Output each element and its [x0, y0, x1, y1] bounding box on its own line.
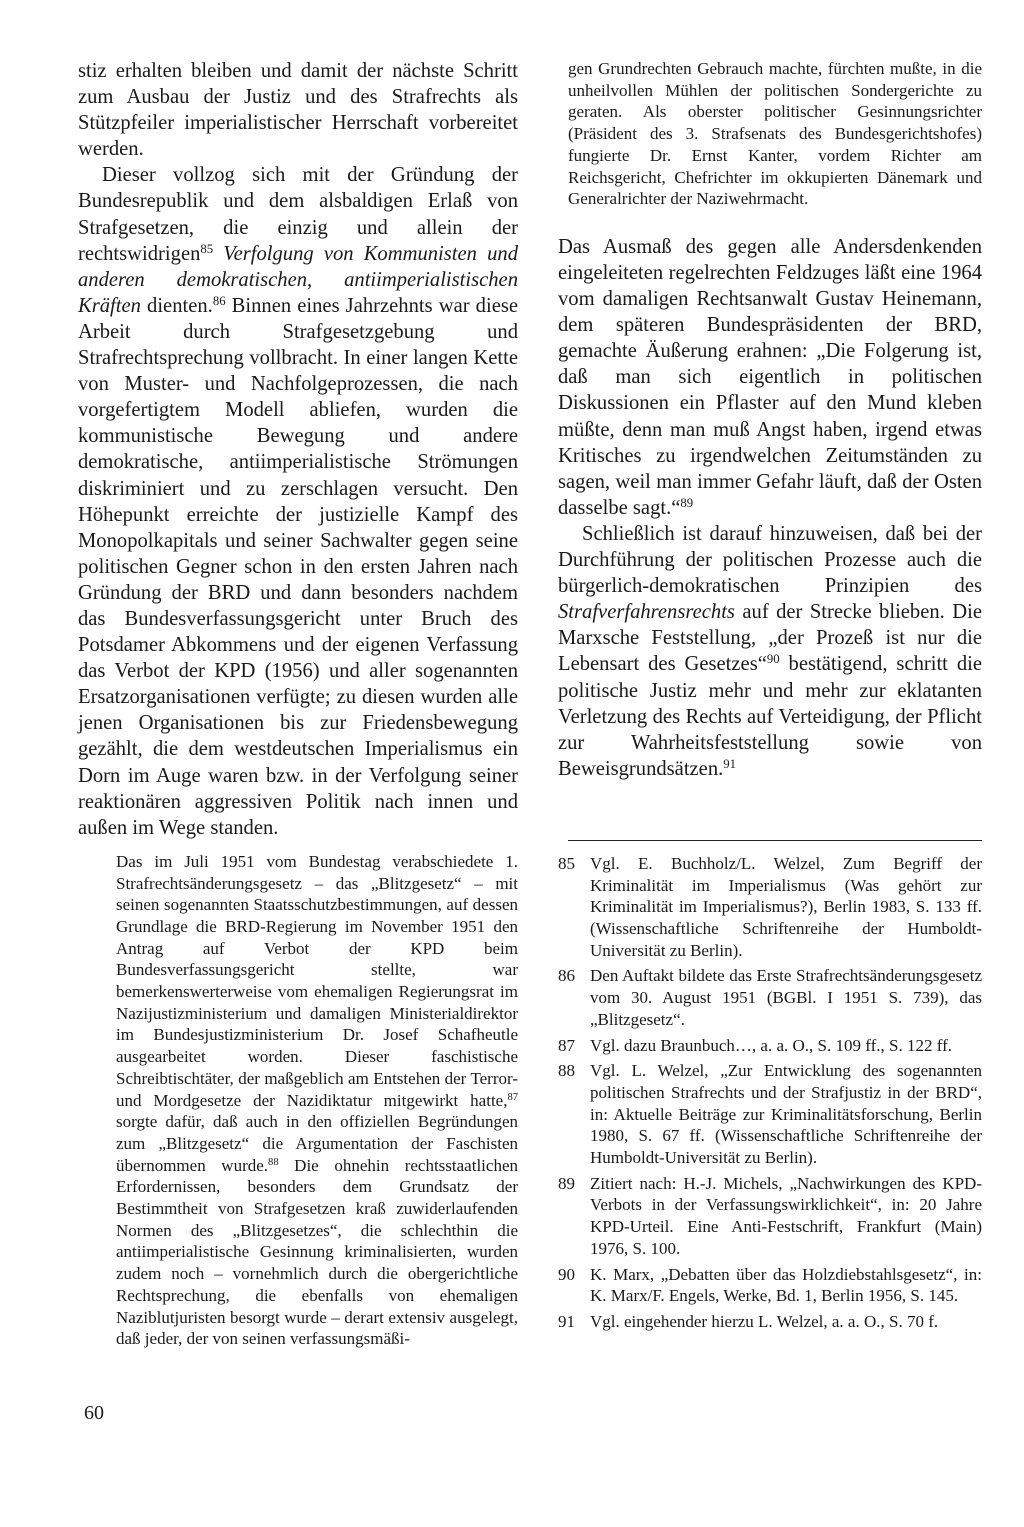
text-run: Binnen eines Jahrzehnts war diese Arbeit durch Strafgesetzgebung und Strafrechtsprechung vollbracht. In einer langen Kette von Muster- und Nachfolgeprozessen, die nach vorgefertigtem Modell abliefen, wurden die kommunistische Bewegung und andere demokratische, antiimperialistische Strömungen diskriminiert und zu zerschlagen versucht. Den Höhepunkt erreichte der justizielle Kampf des Monopolkapitals und seiner Sachwalter gegen seine politischen Gegner schon in den ersten Jahren nach Gründung der BRD und dann besonders nachdem das Bundesverfassungsgericht unter Bruch des Potsdamer Abkommens und der eigenen Verfassung das Verbot der KPD (1956) und aller sogenannten Ersatzorganisationen verfügte; zu diesen wurden alle jenen Organisationen bis zur Friedensbewegung gezählt, die dem westdeutschen Imperialismus ein Dorn im Auge waren bzw. in der Verfolgung seiner reaktionären aggressiven Politik nach innen und außen im Wege standen. [78, 294, 518, 839]
footnote-number: 89 [558, 1173, 575, 1193]
italic-emphasis: Strafverfahrensrechts [558, 601, 735, 624]
footnote [558, 1035, 982, 1057]
footnote [558, 1311, 982, 1333]
right-paragraph-2 [558, 521, 982, 782]
footnote-number: 91 [558, 1311, 575, 1331]
footnote-divider [568, 840, 982, 841]
footnote-reference: 89 [680, 495, 694, 510]
footnote-reference: 87 [507, 1091, 518, 1103]
footnote-text: Vgl. E. Buchholz/L. Welzel, Zum Begriff der Kriminalität im Imperialismus (Was gehört zur Kriminalität im Imperialismus?), Berlin 1983, S. 133 ff. (Wissenschaftliche Schriftenreihe der Humboldt-Universität zu Berlin). [590, 853, 982, 960]
footnote-text: Vgl. eingehender hierzu L. Welzel, a. a. O., S. 70 f. [590, 1311, 939, 1331]
footnote [558, 853, 982, 962]
footnote-number: 87 [558, 1035, 575, 1055]
page-number: 60 [84, 1402, 104, 1424]
footnote-text: Zitiert nach: H.-J. Michels, „Nachwirkungen des KPD-Verbots in der Verfassungswirklichkeit“, in: 20 Jahre KPD-Urteil. Eine Anti-Festschrift, Frankfurt (Main) 1976, S. 100. [590, 1173, 982, 1258]
text-run: Das im Juli 1951 vom Bundestag verabschiedete 1. Strafrechtsänderungsgesetz – das „Blitzgesetz“ – mit seinen sogenannten Staatsschutzbestimmungen, auf dessen Grundlage die BRD-Regierung im November 1951 den Antrag auf Verbot der KPD beim Bundesverfassungsgericht stellte, war bemerkenswerterweise vom ehemaligen Regierungsrat im Nazijustizministerium und damaligen Ministerialdirektor im Bundesjustizministerium Dr. Josef Schafheutle ausgearbeitet worden. Dieser faschistische Schreibtischtäter, der maßgeblich am Entstehen der Terror- und Mordgesetze der Nazidiktatur mitgewirkt hatte, [116, 851, 518, 1110]
italic-emphasis: Verfolgung von Kommunisten und anderen demokratischen, antiimperialistischen Kräften [78, 242, 518, 317]
text-run: stiz erhalten bleiben und damit der nächste Schritt zum Ausbau der Justiz und des Strafrechts als Stützpfeiler imperialistischer Herrschaft vorbereitet werden. [78, 60, 518, 161]
footnote-text: Vgl. L. Welzel, „Zur Entwicklung des sogenannten politischen Strafrechts und der Strafjustiz in der BRD“, in: Aktuelle Beiträge zur Kriminalitätsforschung, Berlin 1980, S. 67 ff. (Wissenschaftliche Schriftenreihe der Humboldt-Universität zu Berlin). [590, 1061, 982, 1168]
left-inset-excursus [116, 851, 518, 1350]
text-run: bestätigend, schritt die politische Justiz mehr und mehr zur eklatanten Verletzung des Rechts auf Verteidigung, der Pflicht zur Wahrheitsfeststellung sowie von Beweisgrundsätzen. [558, 653, 982, 780]
footnote [558, 1060, 982, 1169]
footnote-text: Den Auftakt bildete das Erste Strafrechtsänderungsgesetz vom 30. August 1951 (BGBl. I 1951 S. 739), das „Blitzgesetz“. [590, 966, 982, 1029]
footnote-number: 86 [558, 966, 575, 986]
footnote-reference: 88 [268, 1156, 279, 1168]
footnote-reference: 91 [723, 756, 737, 771]
left-paragraph-1 [78, 58, 518, 162]
footnote-number: 90 [558, 1264, 575, 1284]
footnote-number: 88 [558, 1061, 575, 1081]
text-run: Schließlich ist darauf hinzuweisen, daß bei der Durchführung der politischen Prozesse auch die bürgerlich-demokratischen Prinzipien des [558, 522, 982, 598]
text-run: Das Ausmaß des gegen alle Andersdenkenden eingeleiteten regelrechten Feldzuges läßt eine 1964 vom damaligen Rechtsanwalt Gustav Heinemann, dem späteren Bundespräsidenten der BRD, gemachte Äußerung erahnen: „Die Folgerung ist, daß man sich eigentlich in politischen Diskussionen ein Pflaster auf den Mund kleben müßte, denn man muß Angst haben, irgend etwas Kritisches zu irgendwelchen Zeitumständen zu sagen, weil man immer Gefahr läuft, daß der Osten dasselbe sagt.“ [558, 235, 982, 519]
footnote-reference: 90 [766, 652, 780, 667]
text-run [213, 243, 223, 265]
text-run: Dieser vollzog sich mit der Gründung der Bundesrepublik und dem alsbaldigen Erlaß von Strafgesetzen, die einzig und allein der rechtswidrigen [78, 164, 518, 265]
right-inset-excursus [568, 58, 982, 210]
footnote-text: Vgl. dazu Braunbuch…, a. a. O., S. 109 ff., S. 122 ff. [590, 1035, 952, 1055]
footnote-reference: 85 [200, 241, 214, 256]
text-run: auf der Strecke blieben. Die Marxsche Feststellung, „der Prozeß ist nur die Lebensart des Gesetzes“ [558, 601, 982, 676]
footnote [558, 1264, 982, 1307]
footnote-list [558, 853, 982, 1333]
footnote [558, 965, 982, 1030]
right-paragraph-1 [558, 234, 982, 521]
right-column [558, 58, 982, 1337]
text-run: Die ohnehin rechtsstaatlichen Erfordernissen, besonders dem Grundsatz der Bestimmtheit von Strafgesetzen kraß zuwiderlaufenden Normen des „Blitzgesetzes“, die schlechthin die antiimperialistische Gesinnung kriminalisierten, wurden zudem noch – vornehmlich durch die obergerichtliche Rechtsprechung, die ebenfalls von ehemaligen Naziblutjuristen besorgt wurde – derart extensiv ausgelegt, daß jeder, der von seinen verfassungsmäßi- [116, 1155, 518, 1349]
left-column [78, 58, 518, 1350]
footnote-reference: 86 [212, 293, 226, 308]
text-run: sorgte dafür, daß auch in den offiziellen Begründungen zum „Blitzgesetz“ die Argumentation der Faschisten übernommen wurde. [116, 1112, 518, 1175]
footnote-text: K. Marx, „Debatten über das Holzdiebstahlsgesetz“, in: K. Marx/F. Engels, Werke, Bd. 1, Berlin 1956, S. 145. [590, 1264, 982, 1306]
text-run: dienten. [140, 294, 213, 317]
text-run: gen Grundrechten Gebrauch machte, fürchten mußte, in die unheilvollen Mühlen der politischen Sondergerichte zu geraten. Als oberster politischer Gesinnungsrichter (Präsident des 3. Strafsenats des Bundesgerichtshofes) fungierte Dr. Ernst Kanter, vordem Richter am Reichsgericht, Chefrichter im okkupierten Dänemark und Generalrichter der Naziwehrmacht. [568, 59, 982, 209]
left-paragraph-2 [78, 162, 518, 840]
footnote-number: 85 [558, 853, 575, 873]
footnote [558, 1173, 982, 1260]
